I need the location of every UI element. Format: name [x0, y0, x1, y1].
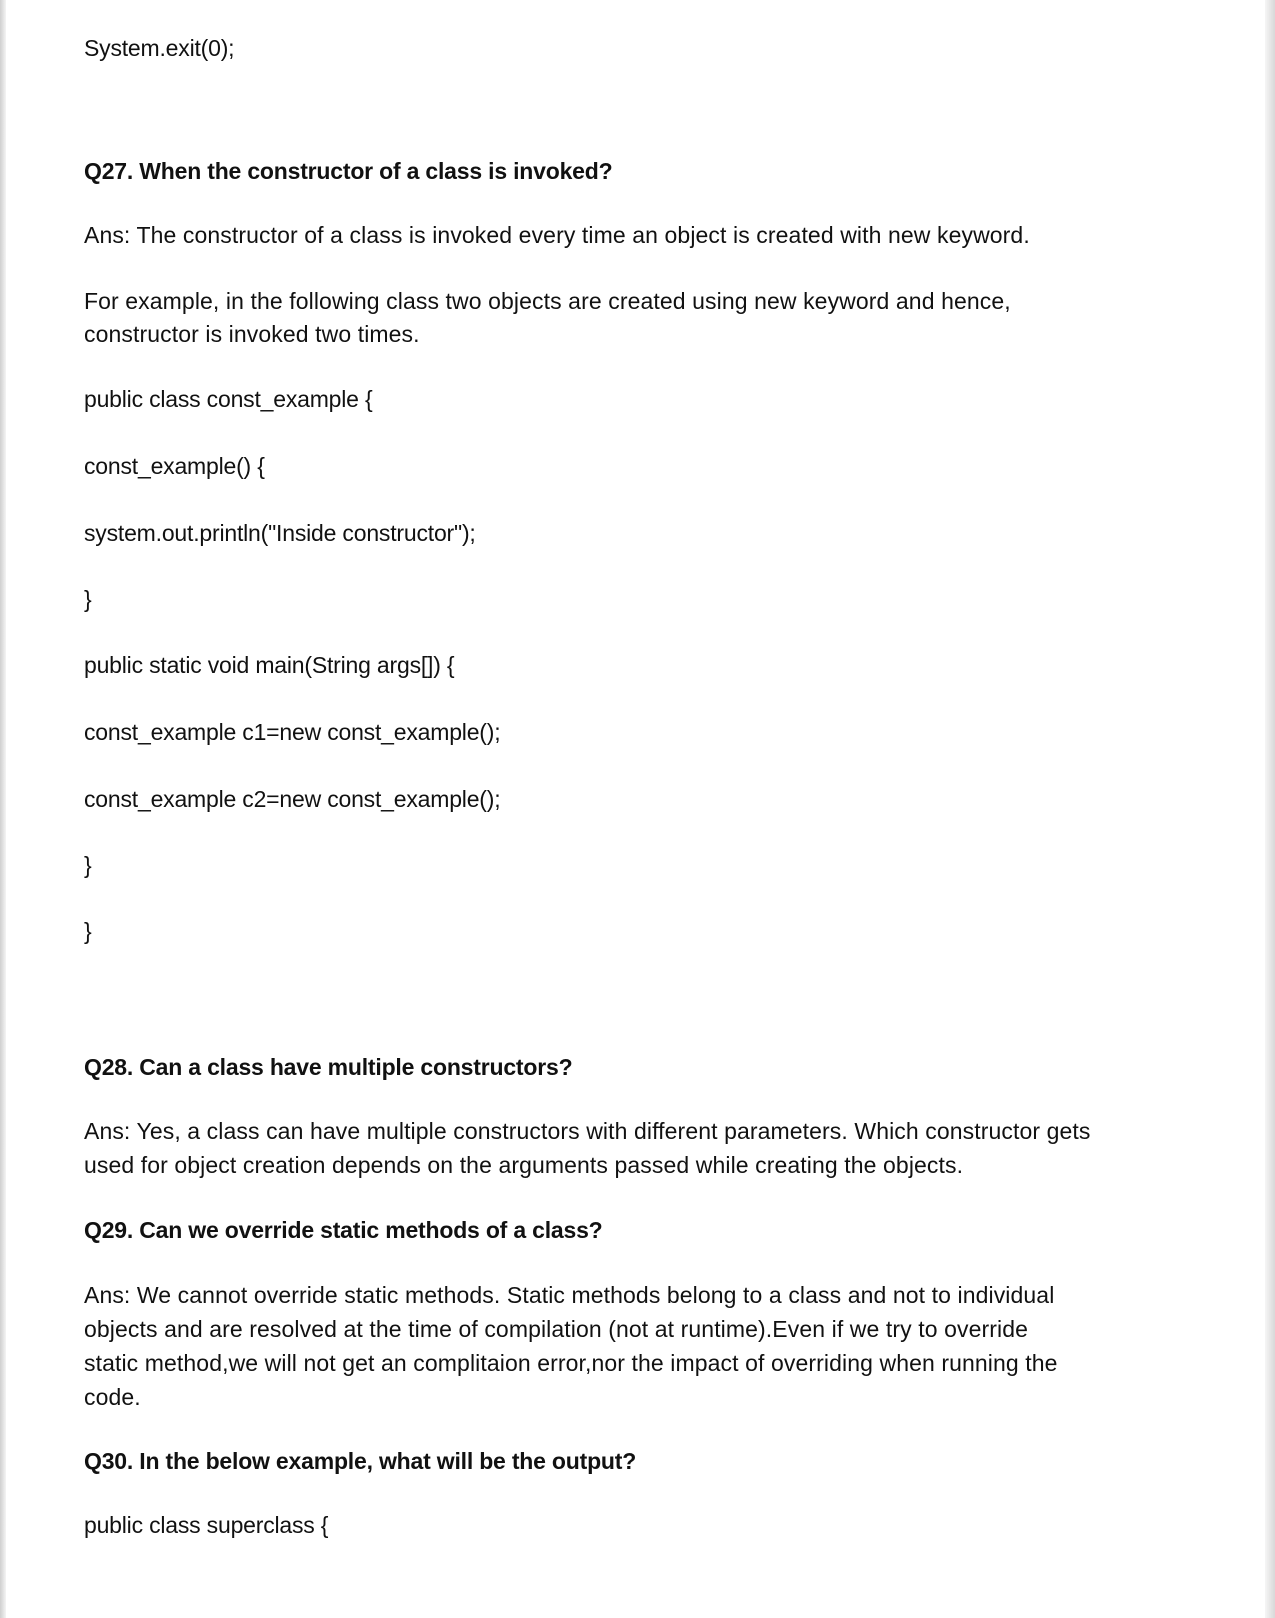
code-line: }	[84, 586, 92, 612]
question-q30: Q30. In the below example, what will be the output?	[84, 1448, 637, 1474]
code-line: }	[84, 918, 92, 944]
question-q29: Q29. Can we override static methods of a class?	[84, 1217, 603, 1243]
code-line: public static void main(String args[]) {	[84, 652, 455, 678]
answer-q27: Ans: The constructor of a class is invoked every time an object is created with new keyword.	[84, 222, 1030, 248]
question-q28: Q28. Can a class have multiple constructors?	[84, 1054, 573, 1080]
paragraph-line: static method,we will not get an complitaion error,nor the impact of overriding when running the	[84, 1350, 1058, 1376]
question-q27: Q27. When the constructor of a class is invoked?	[84, 158, 613, 184]
code-line: const_example c2=new const_example();	[84, 786, 501, 812]
paragraph-line: objects and are resolved at the time of compilation (not at runtime).Even if we try to override	[84, 1316, 1028, 1342]
code-line: public class const_example {	[84, 386, 373, 412]
page-edge-left	[0, 0, 6, 1618]
page-edge-right	[1265, 0, 1275, 1618]
paragraph-line: Ans: Yes, a class can have multiple constructors with different parameters. Which constructor gets	[84, 1118, 1091, 1144]
code-line: }	[84, 852, 92, 878]
code-line: system.out.println("Inside constructor");	[84, 520, 476, 546]
paragraph-line: used for object creation depends on the arguments passed while creating the objects.	[84, 1152, 964, 1178]
code-line: const_example() {	[84, 453, 265, 479]
paragraph-line: Ans: We cannot override static methods. Static methods belong to a class and not to individual	[84, 1282, 1055, 1308]
paragraph-line: code.	[84, 1384, 141, 1410]
paragraph-line: constructor is invoked two times.	[84, 321, 420, 347]
paragraph-line: For example, in the following class two objects are created using new keyword and hence,	[84, 288, 1011, 314]
code-line: const_example c1=new const_example();	[84, 719, 501, 745]
code-line-system-exit: System.exit(0);	[84, 35, 235, 61]
code-line: public class superclass {	[84, 1512, 329, 1538]
